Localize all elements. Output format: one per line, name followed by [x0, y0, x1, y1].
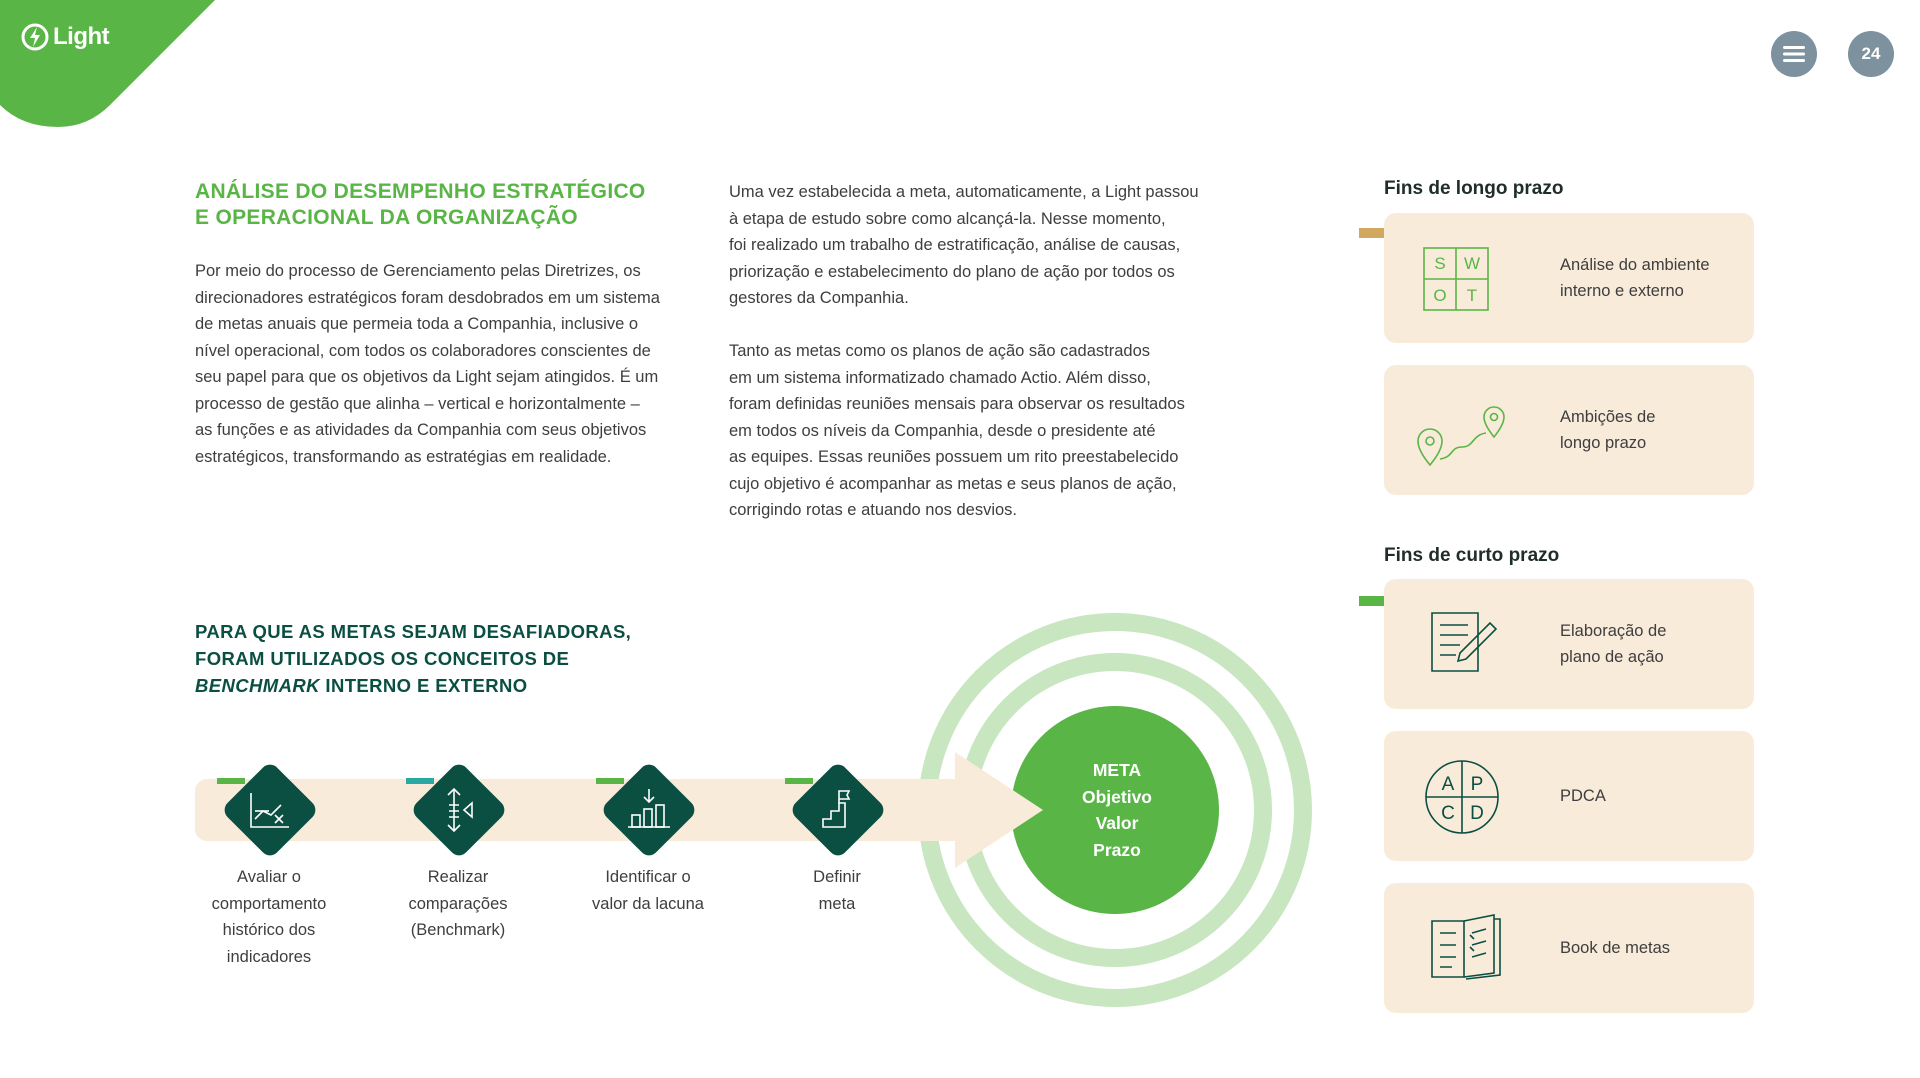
document-pencil-icon: [1430, 609, 1500, 675]
section-title: [195, 179, 715, 231]
section-title-line: ANÁLISE DO DESEMPENHO ESTRATÉGICO: [195, 180, 646, 203]
step-label: Avaliar o comportamento histórico dos indicadores: [211, 868, 327, 966]
card-label: Elaboração de plano de ação: [1560, 621, 1667, 666]
card-label: Ambições de longo prazo: [1560, 407, 1656, 452]
lightning-bolt-icon: [20, 22, 50, 52]
compare-arrows-icon: [434, 785, 484, 835]
card-swot: [1384, 213, 1754, 343]
swot-letter: S: [1434, 254, 1446, 273]
card-long-term-ambitions: [1384, 365, 1754, 495]
step-label: Identificar o valor da lacuna: [592, 868, 704, 913]
step-label: Definir meta: [813, 868, 861, 913]
long-term-title: Fins de longo prazo: [1384, 178, 1564, 199]
swot-letter: W: [1463, 254, 1481, 273]
benchmark-title-line: [195, 672, 715, 699]
pdca-letter: C: [1441, 803, 1455, 824]
intro-paragraph: Por meio do processo de Gerenciamento pelas Diretrizes, os direcionadores estratégicos foram desdobrados em um sistema de metas anuais que permeia toda a Companhia, inclusive o nível operacional, com todos os colaboradores conscientes de seu papel para que os objetivos da Light sejam atingidos. É um processo de gestão que alinha – vertical e horizontalmente – as funções e as atividades da Companhia com seus objetivos estratégicos, transformando as estratégias em realidade.: [195, 262, 660, 466]
hamburger-menu-icon: [1783, 45, 1805, 63]
meta-line: Objetivo: [1081, 786, 1152, 807]
step-tick: [217, 778, 245, 784]
logo-text: Light: [53, 23, 110, 50]
map-route-pins-icon: [1414, 389, 1510, 473]
card-book-of-goals: [1384, 883, 1754, 1013]
stairs-flag-icon: [813, 785, 863, 835]
light-logo[interactable]: [20, 22, 109, 52]
page-number-badge: [1848, 31, 1894, 77]
swot-grid-icon: [1422, 246, 1492, 312]
step-tick: [406, 778, 434, 784]
benchmark-title-line: FORAM UTILIZADOS OS CONCEITOS DE: [195, 648, 570, 669]
short-term-title: Fins de curto prazo: [1384, 545, 1560, 566]
benchmark-italic: BENCHMARK: [195, 675, 320, 696]
card-label: Book de metas: [1560, 938, 1671, 957]
step-label: Realizar comparações (Benchmark): [408, 868, 508, 939]
meta-line: Prazo: [1093, 839, 1141, 860]
logo-corner-shape: [0, 0, 215, 127]
swot-letter: T: [1466, 286, 1478, 305]
card-label: PDCA: [1560, 786, 1606, 805]
step-tick: [596, 778, 624, 784]
section-title-line: E OPERACIONAL DA ORGANIZAÇÃO: [195, 206, 578, 229]
card-action-plan: [1384, 579, 1754, 709]
meta-line: Valor: [1095, 813, 1139, 833]
swot-letter: O: [1433, 286, 1447, 305]
intro-paragraph: Tanto as metas como os planos de ação são cadastrados em um sistema informatizado chamado Actio. Além disso, foram definidas reuniões mensais para observar os resultados em todos os níveis da Companhia, desde o presidente até as equipes. Essas reuniões possuem um rito preestabelecido cujo objetivo é acompanhar as metas e seus planos de ação, corrigindo rotas e atuando nos desvios.: [729, 342, 1185, 519]
meta-target-text: [1007, 757, 1227, 863]
bar-chart-gap-icon: [624, 785, 674, 835]
benchmark-title: [195, 618, 715, 699]
menu-button[interactable]: [1771, 31, 1817, 77]
intro-paragraph: Uma vez estabelecida a meta, automaticamente, a Light passou à etapa de estudo sobre como alcançá-la. Nesse momento, foi realizado um trabalho de estratificação, análise de causas, priorização e estabelecimento do plano de ação por todos os gestores da Companhia.: [729, 183, 1199, 307]
benchmark-title-rest: INTERNO E EXTERNO: [319, 675, 528, 696]
step-tick: [785, 778, 813, 784]
page-number: 24: [1861, 44, 1881, 63]
meta-line: META: [1092, 760, 1142, 780]
trend-chart-icon: [245, 785, 295, 835]
pdca-letter: A: [1441, 774, 1455, 795]
card-label: Análise do ambiente interno e externo: [1560, 255, 1710, 300]
benchmark-title-line: PARA QUE AS METAS SEJAM DESAFIADORAS,: [195, 621, 632, 642]
pdca-letter: D: [1470, 803, 1484, 824]
open-book-icon: [1430, 911, 1502, 981]
pdca-cycle-icon: [1424, 759, 1500, 835]
card-pdca: [1384, 731, 1754, 861]
pdca-letter: P: [1470, 774, 1484, 795]
